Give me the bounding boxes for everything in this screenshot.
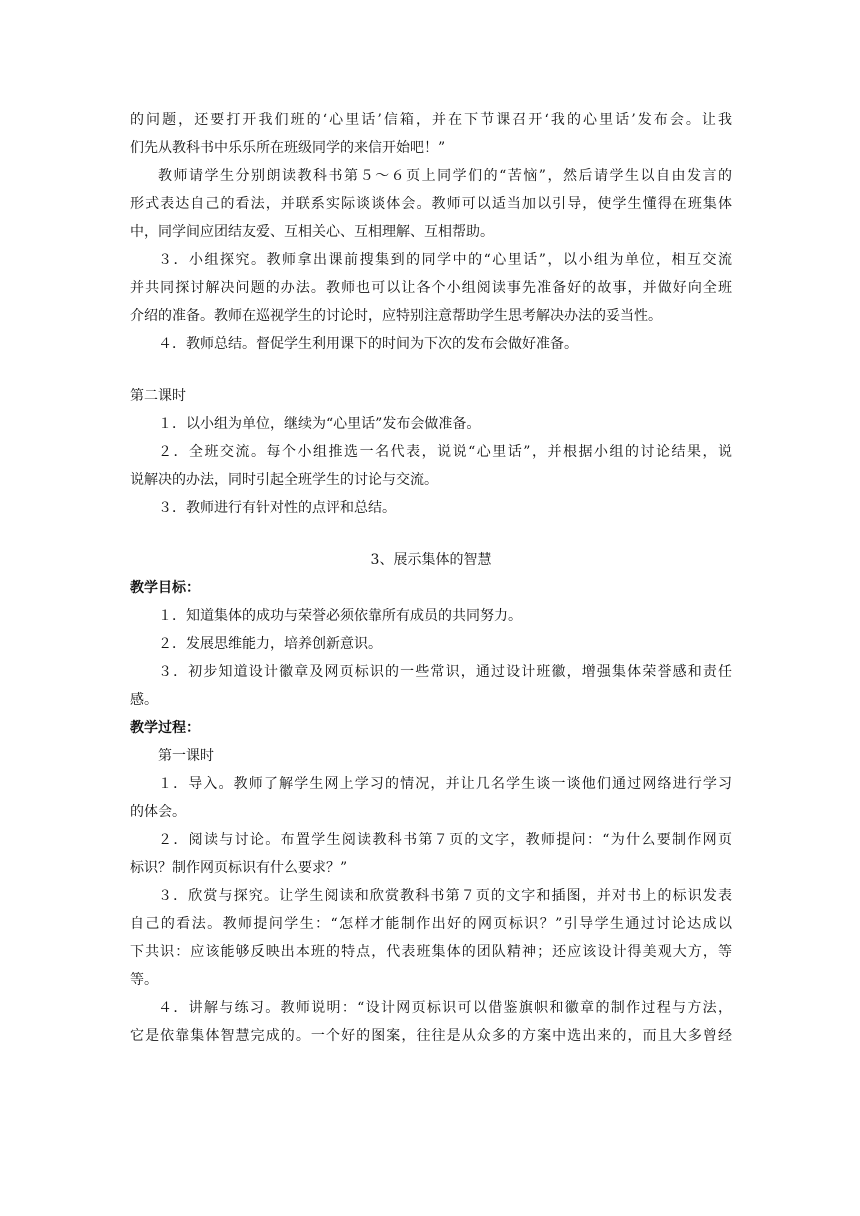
- text-line: ４．讲解与练习。教师说明：“设计网页标识可以借鉴旗帜和徽章的制作过程与方法，: [158, 1000, 732, 1016]
- heading-teaching-goals: [130, 574, 732, 602]
- text-line: ３．欣赏与探究。让学生阅读和欣赏教科书第７页的文字和插图，并对书上的标识发表: [158, 888, 732, 904]
- text-line: ４．教师总结。督促学生利用课下的时间为下次的发布会做好准备。: [158, 336, 578, 352]
- paragraph-process-2: [130, 826, 732, 882]
- text-line: 们先从教科书中乐乐所在班级同学的来信开始吧！”: [130, 140, 446, 156]
- text-line: 3、展示集体的智慧: [370, 552, 492, 568]
- text-line: 第二课时: [130, 388, 186, 404]
- paragraph-process-4: [130, 994, 732, 1050]
- text-line: 中，同学间应团结友爱、互相关心、互相理解、互相帮助。: [130, 224, 494, 240]
- paragraph-read-textbook: [130, 162, 732, 246]
- paragraph-goal-1: [130, 602, 732, 630]
- text-line: 的体会。: [130, 804, 186, 820]
- spacer: [130, 358, 732, 382]
- text-line: 等。: [130, 972, 158, 988]
- paragraph-lesson2-item2: [130, 438, 732, 494]
- text-line: ３．初步知道设计徽章及网页标识的一些常识，通过设计班徽，增强集体荣誉感和责任: [158, 664, 732, 680]
- paragraph-process-1: [130, 770, 732, 826]
- text-line: ２．发展思维能力，培养创新意识。: [158, 636, 382, 652]
- text-line: １．知道集体的成功与荣誉必须依靠所有成员的共同努力。: [158, 608, 522, 624]
- paragraph-teacher-summary: [130, 330, 732, 358]
- text-line: 的问题，还要打开我们班的‘心里话’信箱，并在下节课召开‘我的心里话’发布会。让我: [130, 112, 732, 128]
- heading-second-lesson: [130, 382, 732, 410]
- text-line: 教学目标：: [130, 580, 200, 596]
- section-title: [130, 546, 732, 574]
- heading-teaching-process: [130, 714, 732, 742]
- text-line: 教学过程：: [130, 720, 200, 736]
- text-line: １．以小组为单位，继续为“心里话”发布会做准备。: [158, 416, 481, 432]
- paragraph-process-3: [130, 882, 732, 994]
- paragraph-goal-2: [130, 630, 732, 658]
- paragraph-lesson2-item3: [130, 494, 732, 522]
- text-line: 说解决的办法，同时引起全班学生的讨论与交流。: [130, 472, 438, 488]
- text-line: 感。: [130, 692, 158, 708]
- paragraph-lesson2-item1: [130, 410, 732, 438]
- text-line: 形式表达自己的看法，并联系实际谈谈体会。教师可以适当加以引导，使学生懂得在班集体: [130, 196, 732, 212]
- text-line: 标识？制作网页标识有什么要求？”: [130, 860, 348, 876]
- text-line: １．导入。教师了解学生网上学习的情况，并让几名学生谈一谈他们通过网络进行学习: [158, 776, 732, 792]
- text-line: ２．全班交流。每个小组推选一名代表，说说“心里话”，并根据小组的讨论结果，说: [158, 444, 732, 460]
- heading-first-lesson: [130, 742, 732, 770]
- text-line: 介绍的准备。教师在巡视学生的讨论时，应特别注意帮助学生思考解决办法的妥当性。: [130, 308, 662, 324]
- paragraph-continued-intro: [130, 106, 732, 162]
- spacer: [130, 522, 732, 546]
- text-line: ３．教师进行有针对性的点评和总结。: [158, 500, 396, 516]
- text-line: 教师请学生分别朗读教科书第５～６页上同学们的“苦恼”，然后请学生以自由发言的: [158, 168, 732, 184]
- paragraph-group-inquiry: [130, 246, 732, 330]
- text-line: ２．阅读与讨论。布置学生阅读教科书第７页的文字，教师提问：“为什么要制作网页: [158, 832, 732, 848]
- text-line: 下共识：应该能够反映出本班的特点，代表班集体的团队精神；还应该设计得美观大方，等: [130, 944, 732, 960]
- text-line: 第一课时: [158, 748, 214, 764]
- text-line: 并共同探讨解决问题的办法。教师也可以让各个小组阅读事先准备好的故事，并做好向全班: [130, 280, 732, 296]
- text-line: ３．小组探究。教师拿出课前搜集到的同学中的“心里话”，以小组为单位，相互交流: [158, 252, 732, 268]
- text-line: 自己的看法。教师提问学生：“怎样才能制作出好的网页标识？”引导学生通过讨论达成以: [130, 916, 732, 932]
- paragraph-goal-3: [130, 658, 732, 714]
- text-line: 它是依靠集体智慧完成的。一个好的图案，往往是从众多的方案中选出来的，而且大多曾经: [130, 1028, 732, 1044]
